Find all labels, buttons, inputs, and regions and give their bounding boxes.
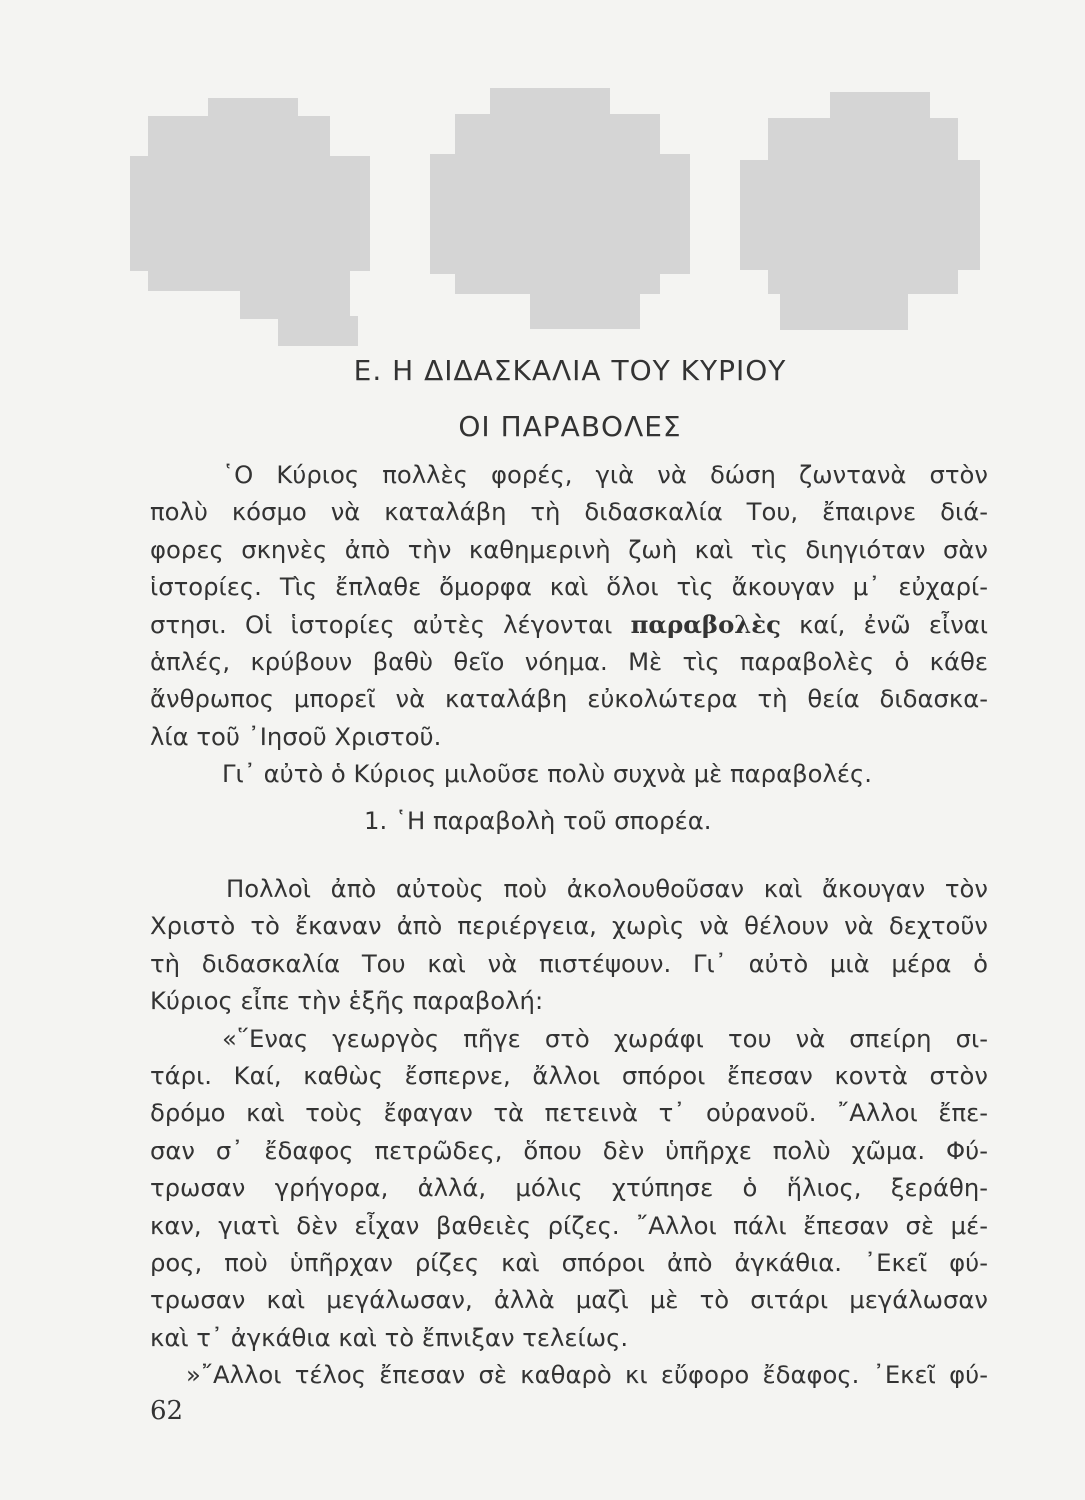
intro-closing-line: Γι᾿ αὐτὸ ὁ Κύριος μιλοῦσε πολὺ συχνὰ μὲ παραβολές.	[222, 759, 872, 789]
text-line: καὶ τ᾿ ἀγκάθια καὶ τὸ ἔπνιξαν τελείως.	[150, 1322, 629, 1352]
text-line: πολὺ κόσμο νὰ καταλάβη τὴ διδασκαλία Του, ἔπαιρνε διά-	[150, 497, 988, 527]
text-line: «῞Ενας γεωργὸς πῆγε στὸ χωράφι του νὰ σπείρη σι-	[222, 1023, 988, 1053]
text-line: ῾Ο Κύριος πολλὲς φορές, γιὰ νὰ δώση ζωντανὰ στὸν	[222, 460, 988, 489]
text-line: ἁπλές, κρύβουν βαθὺ θεῖο νόημα. Μὲ τὶς παραβολὲς ὁ κάθε	[150, 646, 988, 676]
ornament-cross-center	[430, 88, 690, 329]
text-line: ἱστορίες. Τὶς ἔπλαθε ὄμορφα καὶ ὅλοι τὶς ἄκουγαν μ᾿ εὐχαρί-	[150, 572, 988, 602]
text-line: καν, γιατὶ δὲν εἶχαν βαθειὲς ρίζες. ῎Αλλοι πάλι ἔπεσαν σὲ μέ-	[150, 1210, 988, 1240]
text-line	[150, 606, 988, 643]
text-span: καί, ἐνῶ εἶναι	[799, 609, 988, 639]
intro-paragraph	[150, 456, 988, 793]
text-line: Χριστὸ τὸ ἔκαναν ἀπὸ περιέργεια, χωρὶς νὰ θέλουν νὰ δεχτοῦν	[150, 911, 988, 941]
text-line: ἄνθρωπος μπορεῖ νὰ καταλάβη εὐκολώτερα τὴ θεία διδασκα-	[150, 684, 988, 714]
text-line: δρόμο καὶ τοὺς ἔφαγαν τὰ πετεινὰ τ᾿ οὐρανοῦ. ῎Αλλοι ἔπε-	[150, 1098, 988, 1128]
page-number: 62	[150, 1396, 184, 1426]
text-line: τάρι. Καί, καθὼς ἔσπερνε, ἄλλοι σπόροι ἔπεσαν κοντὰ στὸν	[150, 1060, 988, 1090]
chapter-subtitle: ΟΙ ΠΑΡΑΒΟΛΕΣ	[458, 410, 682, 443]
text-line: Κύριος εἶπε τὴν ἑξῆς παραβολή:	[150, 986, 544, 1016]
text-line: Πολλοὶ ἀπὸ αὐτοὺς ποὺ ἀκολουθοῦσαν καὶ ἄκουγαν τὸν	[226, 874, 988, 903]
text-line: λία τοῦ ᾿Ιησοῦ Χριστοῦ.	[150, 721, 442, 751]
text-line: σαν σ᾿ ἔδαφος πετρῶδες, ὅπου δὲν ὑπῆρχε πολὺ χῶμα. Φύ-	[150, 1135, 988, 1165]
text-line: φορες σκηνὲς ἀπὸ τὴν καθημερινὴ ζωὴ καὶ τὶς διηγιόταν σὰν	[150, 534, 988, 564]
text-line: τρωσαν γρήγορα, ἀλλά, μόλις χτύπησε ὁ ἥλιος, ξεράθη-	[150, 1173, 988, 1203]
emphasized-term: παραβολὲς	[630, 609, 781, 639]
ornament-cross-left	[130, 98, 370, 346]
text-line: τρωσαν καὶ μεγάλωσαν, ἀλλὰ μαζὶ μὲ τὸ σιτάρι μεγάλωσαν	[150, 1285, 988, 1315]
story-paragraph	[150, 870, 988, 1393]
text-line: τὴ διδασκαλία Του καὶ νὰ πιστέψουν. Γι᾿ αὐτὸ μιὰ μέρα ὁ	[150, 948, 988, 978]
ornament-cross-right	[740, 92, 980, 330]
decorative-ornament-band	[130, 88, 980, 350]
text-line: ρος, ποὺ ὑπῆρχαν ρίζες καὶ σπόροι ἀπὸ ἀγκάθια. ᾿Εκεῖ φύ-	[150, 1247, 988, 1277]
section-title: 1. ῾Η παραβολὴ τοῦ σπορέα.	[364, 806, 712, 835]
chapter-title: Ε. Η ΔΙΔΑΣΚΑΛΙΑ ΤΟΥ ΚΥΡΙΟΥ	[353, 354, 787, 387]
text-line: »῎Αλλοι τέλος ἔπεσαν σὲ καθαρὸ κι εὔφορο ἔδαφος. ᾿Εκεῖ φύ-	[186, 1360, 988, 1390]
text-span: στησι. Οἱ ἱστορίες αὐτὲς λέγονται	[150, 609, 613, 639]
